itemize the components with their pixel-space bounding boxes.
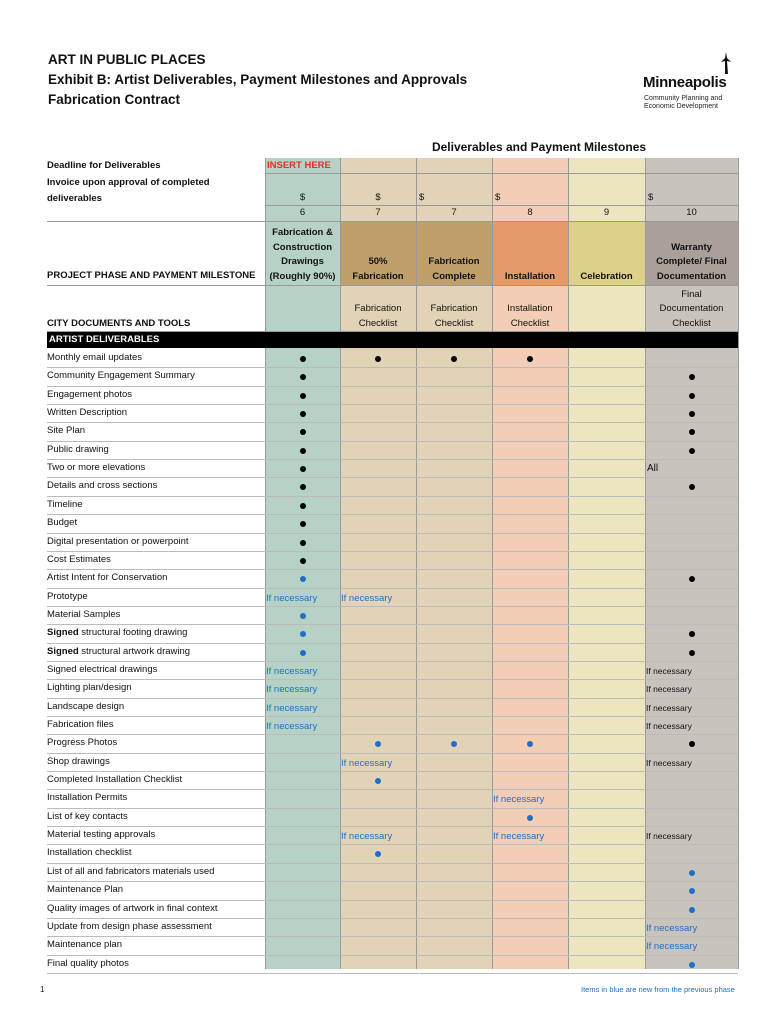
- deliverable-label: Artist Intent for Conservation: [47, 572, 168, 584]
- milestone-phase-label: Installation: [504, 270, 556, 282]
- deliverable-label: Timeline: [47, 498, 83, 510]
- milestone-doc-label: Installation Checklist: [507, 303, 553, 329]
- if-necessary-note: If necessary: [646, 922, 698, 934]
- deliverable-label: Community Engagement Summary: [47, 370, 195, 382]
- if-necessary-note: If necessary: [341, 757, 393, 769]
- milestone-phase-label: 50% Fabrication: [352, 256, 404, 282]
- row-rule: [47, 514, 738, 515]
- title-line-3: Fabrication Contract: [48, 92, 181, 107]
- deliverable-label: Fabrication files: [47, 719, 114, 730]
- row-rule: [47, 881, 738, 882]
- if-necessary-note: If necessary: [266, 721, 318, 732]
- deliverable-dot: [300, 411, 306, 417]
- deliverable-dot: [375, 356, 381, 362]
- deliverable-dot: [300, 356, 306, 362]
- if-necessary-note: If necessary: [646, 721, 692, 731]
- new-deliverable-dot: [689, 888, 695, 894]
- row-rule: [47, 404, 738, 405]
- row-rule: [47, 844, 738, 845]
- if-necessary-note: If necessary: [341, 592, 393, 604]
- deliverable-label: Two or more elevations: [47, 462, 146, 474]
- deliverable-label: Signed structural artwork drawing: [47, 645, 191, 657]
- if-necessary-note: If necessary: [646, 831, 692, 842]
- table-super-title: Deliverables and Payment Milestones: [431, 140, 647, 154]
- deliverable-label: Completed Installation Checklist: [47, 774, 183, 786]
- if-necessary-note: If necessary: [646, 941, 698, 953]
- deliverable-label: Update from design phase assessment: [47, 920, 212, 932]
- invoice-label: Invoice upon approval of completed deliverables: [47, 177, 210, 204]
- row-rule: [47, 422, 738, 423]
- milestone-number: 8: [527, 207, 533, 218]
- deliverable-dot: [689, 411, 695, 417]
- row-rule: [47, 386, 738, 387]
- deliverable-dot: [689, 393, 695, 399]
- deliverable-label: Written Description: [47, 407, 128, 419]
- deliverable-dot: [689, 448, 695, 454]
- document-title: [48, 50, 467, 110]
- deliverable-label: Engagement photos: [47, 388, 133, 400]
- if-necessary-note: If necessary: [493, 831, 545, 843]
- deliverable-dot: [300, 503, 306, 509]
- deliverable-label: Site Plan: [47, 425, 86, 437]
- if-necessary-note: If necessary: [646, 665, 692, 676]
- table-rule: [265, 205, 738, 206]
- new-deliverable-dot: [300, 650, 306, 656]
- deliverable-dot: [300, 466, 306, 472]
- deliverable-label: Digital presentation or powerpoint: [47, 535, 189, 547]
- deliverable-label: Details and cross sections: [47, 480, 158, 492]
- row-rule: [47, 496, 738, 497]
- milestone-phase-label: Fabrication Complete: [428, 256, 480, 282]
- if-necessary-note: If necessary: [266, 665, 318, 677]
- deadline-label: Deadline for Deliverables: [47, 160, 161, 171]
- new-deliverable-dot: [689, 907, 695, 913]
- row-rule: [47, 441, 738, 442]
- minneapolis-logo: [643, 52, 743, 114]
- invoice-dollar: $: [648, 192, 654, 203]
- deliverable-dot: [300, 393, 306, 399]
- deliverable-dot: [300, 558, 306, 564]
- if-necessary-note: If necessary: [493, 794, 545, 806]
- new-deliverable-dot: [300, 576, 306, 582]
- if-necessary-note: If necessary: [266, 592, 318, 604]
- deliverable-label: List of key contacts: [47, 810, 128, 822]
- deliverable-dot: [300, 484, 306, 490]
- row-rule: [47, 936, 738, 937]
- phase-row-label: PROJECT PHASE AND PAYMENT MILESTONE: [47, 270, 256, 281]
- title-line-1: ART IN PUBLIC PLACES: [48, 52, 206, 67]
- milestone-number: 9: [603, 207, 610, 218]
- deliverable-label: Prototype: [47, 590, 88, 602]
- if-necessary-note: If necessary: [266, 702, 318, 714]
- deliverable-dot: [689, 374, 695, 380]
- deliverable-label: List of all and fabricators materials used: [47, 865, 215, 877]
- row-rule: [47, 973, 738, 974]
- row-rule: [47, 588, 738, 589]
- deliverable-dot: [300, 448, 306, 454]
- row-rule: [47, 716, 738, 717]
- if-necessary-note: If necessary: [341, 831, 393, 843]
- deliverable-label: Material Samples: [47, 608, 121, 620]
- milestone-number: 10: [686, 207, 697, 218]
- deliverable-label: Installation checklist: [47, 847, 132, 859]
- new-deliverable-dot: [689, 962, 695, 968]
- title-line-2: Exhibit B: Artist Deliverables, Payment Milestones and Approvals: [48, 72, 468, 87]
- milestone-phase-label: Warranty Complete/ Final Documentation: [656, 241, 727, 282]
- deliverable-label: Material testing approvals: [47, 829, 156, 841]
- milestone-phase-label: Fabrication & Construction Drawings (Roughly 90%): [269, 227, 336, 282]
- milestone-number: 6: [299, 207, 306, 218]
- deliverable-label: Lighting plan/design: [47, 682, 132, 694]
- table-rule: [47, 285, 738, 286]
- if-necessary-note: If necessary: [266, 684, 318, 696]
- deliverable-dot: [527, 356, 533, 362]
- deliverable-dot: [300, 521, 306, 527]
- invoice-dollar: $: [495, 192, 501, 203]
- if-necessary-note: If necessary: [646, 757, 692, 768]
- deliverable-label: Shop drawings: [47, 755, 110, 767]
- milestone-number: 7: [375, 207, 381, 218]
- deliverable-dot: [300, 429, 306, 435]
- deliverable-label: Public drawing: [47, 443, 109, 455]
- milestone-number: 7: [451, 207, 457, 218]
- deliverable-label: Installation Permits: [47, 792, 128, 804]
- new-deliverable-dot: [300, 613, 306, 619]
- new-deliverable-dot: [300, 631, 306, 637]
- new-deliverable-dot: [375, 778, 381, 784]
- row-rule: [47, 606, 738, 607]
- deliverable-dot: [689, 741, 695, 747]
- row-rule: [47, 679, 738, 680]
- deliverable-dot: [689, 576, 695, 582]
- milestone-doc-label: Fabrication Checklist: [354, 303, 402, 329]
- row-rule: [47, 789, 738, 790]
- deliverable-label: Monthly email updates: [47, 352, 143, 363]
- row-rule: [47, 808, 738, 809]
- new-deliverable-dot: [527, 815, 533, 821]
- deliverable-label: Final quality photos: [47, 957, 129, 969]
- footer-note: Items in blue are new from the previous phase: [581, 985, 735, 994]
- deliverable-dot: [451, 356, 457, 362]
- table-rule: [47, 221, 738, 222]
- row-rule: [47, 551, 738, 552]
- deliverable-dot: [689, 631, 695, 637]
- deliverable-label: Maintenance Plan: [47, 884, 124, 896]
- row-rule: [47, 955, 738, 956]
- deliverable-label: Budget: [47, 517, 78, 529]
- row-rule: [47, 698, 738, 699]
- deliverable-label: Progress Photos: [47, 737, 118, 749]
- all-note: All: [647, 463, 659, 475]
- invoice-dollar: $: [375, 192, 381, 203]
- docs-row-label: CITY DOCUMENTS AND TOOLS: [47, 318, 191, 329]
- deliverable-label: Quality images of artwork in final context: [47, 902, 218, 914]
- row-rule: [47, 753, 738, 754]
- table-rule: [265, 173, 738, 174]
- bird-icon: [719, 52, 733, 74]
- deliverable-dot: [689, 484, 695, 490]
- if-necessary-note: If necessary: [646, 684, 692, 695]
- page-number: 1: [40, 985, 45, 994]
- insert-here: INSERT HERE: [267, 160, 331, 171]
- deliverable-label: Cost Estimates: [47, 553, 111, 565]
- invoice-dollar: $: [419, 192, 425, 203]
- milestone-doc-label: Fabrication Checklist: [430, 303, 478, 329]
- milestone-doc-label: Final Documentation Checklist: [659, 288, 724, 329]
- deliverable-dot: [689, 429, 695, 435]
- deliverable-dot: [300, 374, 306, 380]
- logo-sub: Community Planning and Economic Development: [644, 95, 723, 110]
- if-necessary-note: If necessary: [646, 702, 692, 713]
- row-rule: [47, 734, 738, 735]
- invoice-dollar: $: [299, 192, 306, 203]
- deliverable-label: Signed structural footing drawing: [47, 627, 188, 639]
- deliverable-dot: [300, 540, 306, 546]
- artist-deliverables-bar: ARTIST DELIVERABLES: [47, 332, 738, 348]
- deliverable-label: Signed electrical drawings: [47, 663, 158, 675]
- deliverable-dot: [689, 650, 695, 656]
- deliverable-label: Landscape design: [47, 700, 125, 712]
- milestone-phase-label: Celebration: [580, 270, 633, 282]
- deliverable-label: Maintenance plan: [47, 939, 122, 951]
- logo-name: Minneapolis: [643, 74, 727, 91]
- table-right-border: [738, 158, 739, 969]
- row-rule: [47, 459, 738, 460]
- new-deliverable-dot: [689, 870, 695, 876]
